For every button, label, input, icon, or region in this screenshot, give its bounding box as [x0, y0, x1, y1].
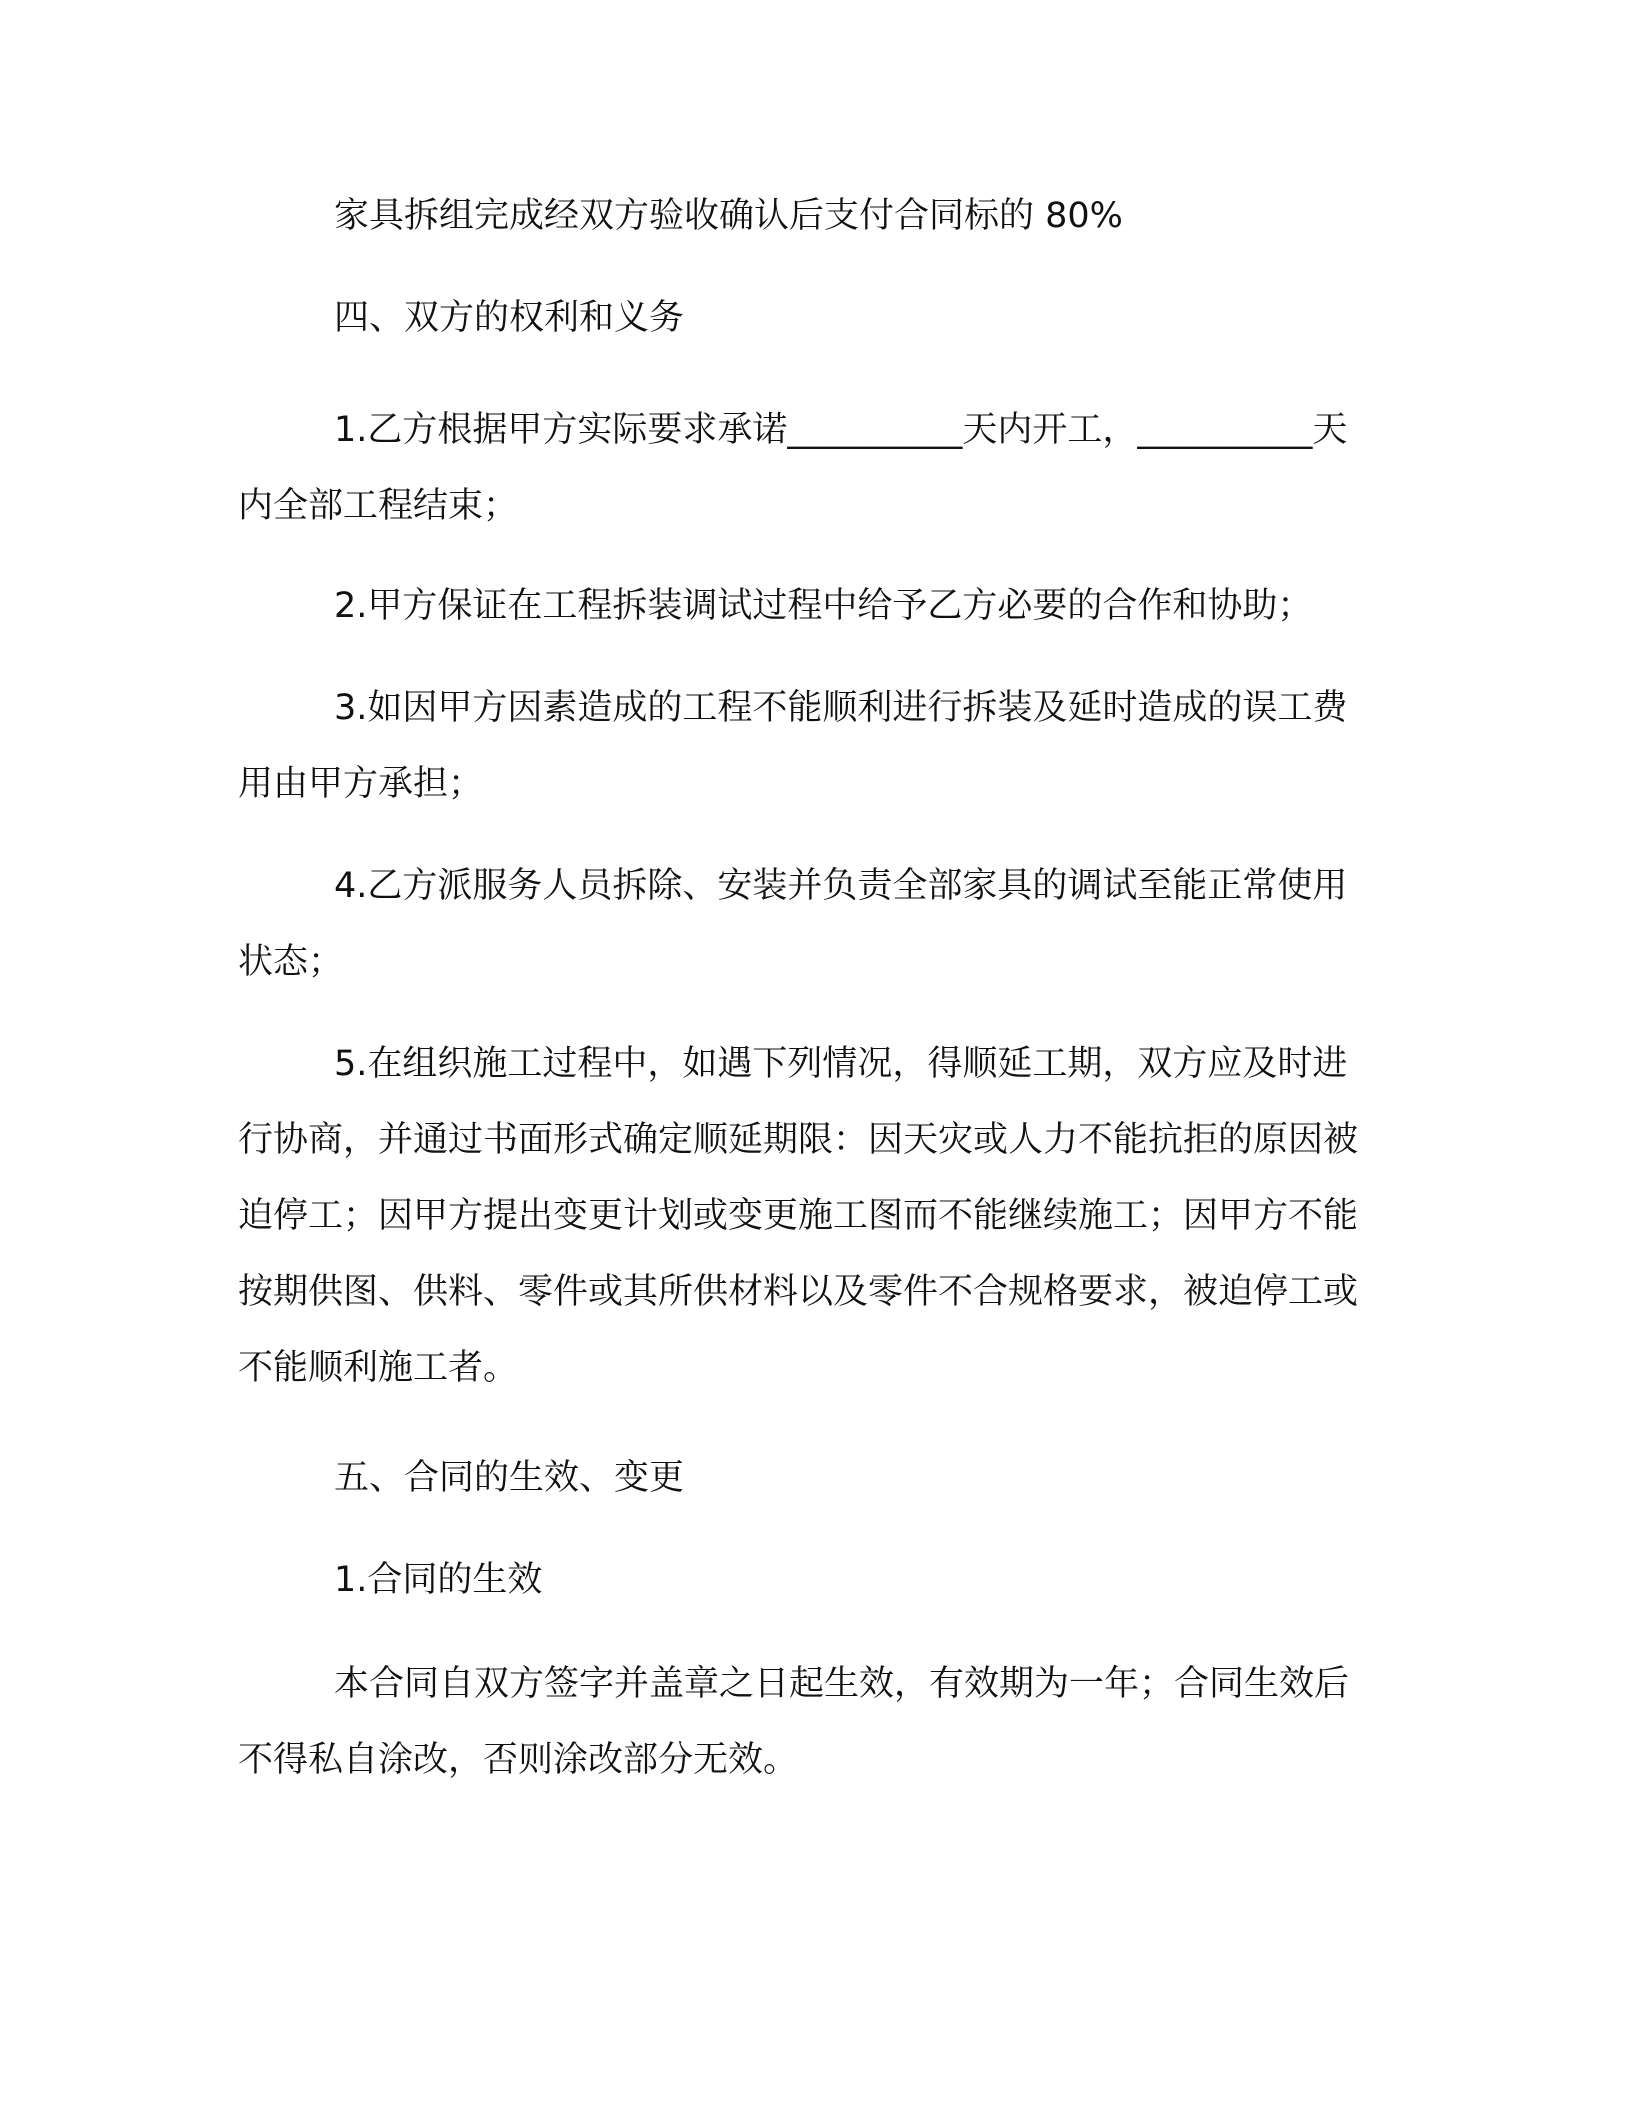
section-heading-rights-obligations: 四、双方的权利和义务	[334, 298, 685, 338]
clause-4-installation: 4.乙方派服务人员拆除、安装并负责全部家具的调试至能正常使用状态；	[238, 866, 1348, 982]
subsection-heading-effectiveness: 1.合同的生效	[334, 1560, 543, 1600]
section-heading-effectiveness: 五、合同的生效、变更	[334, 1458, 685, 1498]
clause-3-delay-costs: 3.如因甲方因素造成的工程不能顺利进行拆装及延时造成的误工费用由甲方承担；	[238, 688, 1348, 804]
paragraph-validity: 本合同自双方签字并盖章之日起生效，有效期为一年；合同生效后不得私自涂改，否则涂改部分无效。	[238, 1664, 1350, 1780]
paragraph-payment-terms: 家具拆组完成经双方验收确认后支付合同标的 80%	[334, 196, 1123, 236]
clause-1-schedule: 1.乙方根据甲方实际要求承诺__________天内开工，__________天内全部工程结束；	[238, 410, 1348, 526]
clause-2-cooperation: 2.甲方保证在工程拆装调试过程中给予乙方必要的合作和协助；	[334, 586, 1313, 626]
clause-5-extension: 5.在组织施工过程中，如遇下列情况，得顺延工期，双方应及时进行协商，并通过书面形式确定顺延期限：因天灾或人力不能抗拒的原因被迫停工；因甲方提出变更计划或变更施工图而不能继续施工；因甲方不能按期供图、供料、零件或其所供材料以及零件不合规格要求，被迫停工或不能顺利施工者。	[238, 1044, 1359, 1388]
